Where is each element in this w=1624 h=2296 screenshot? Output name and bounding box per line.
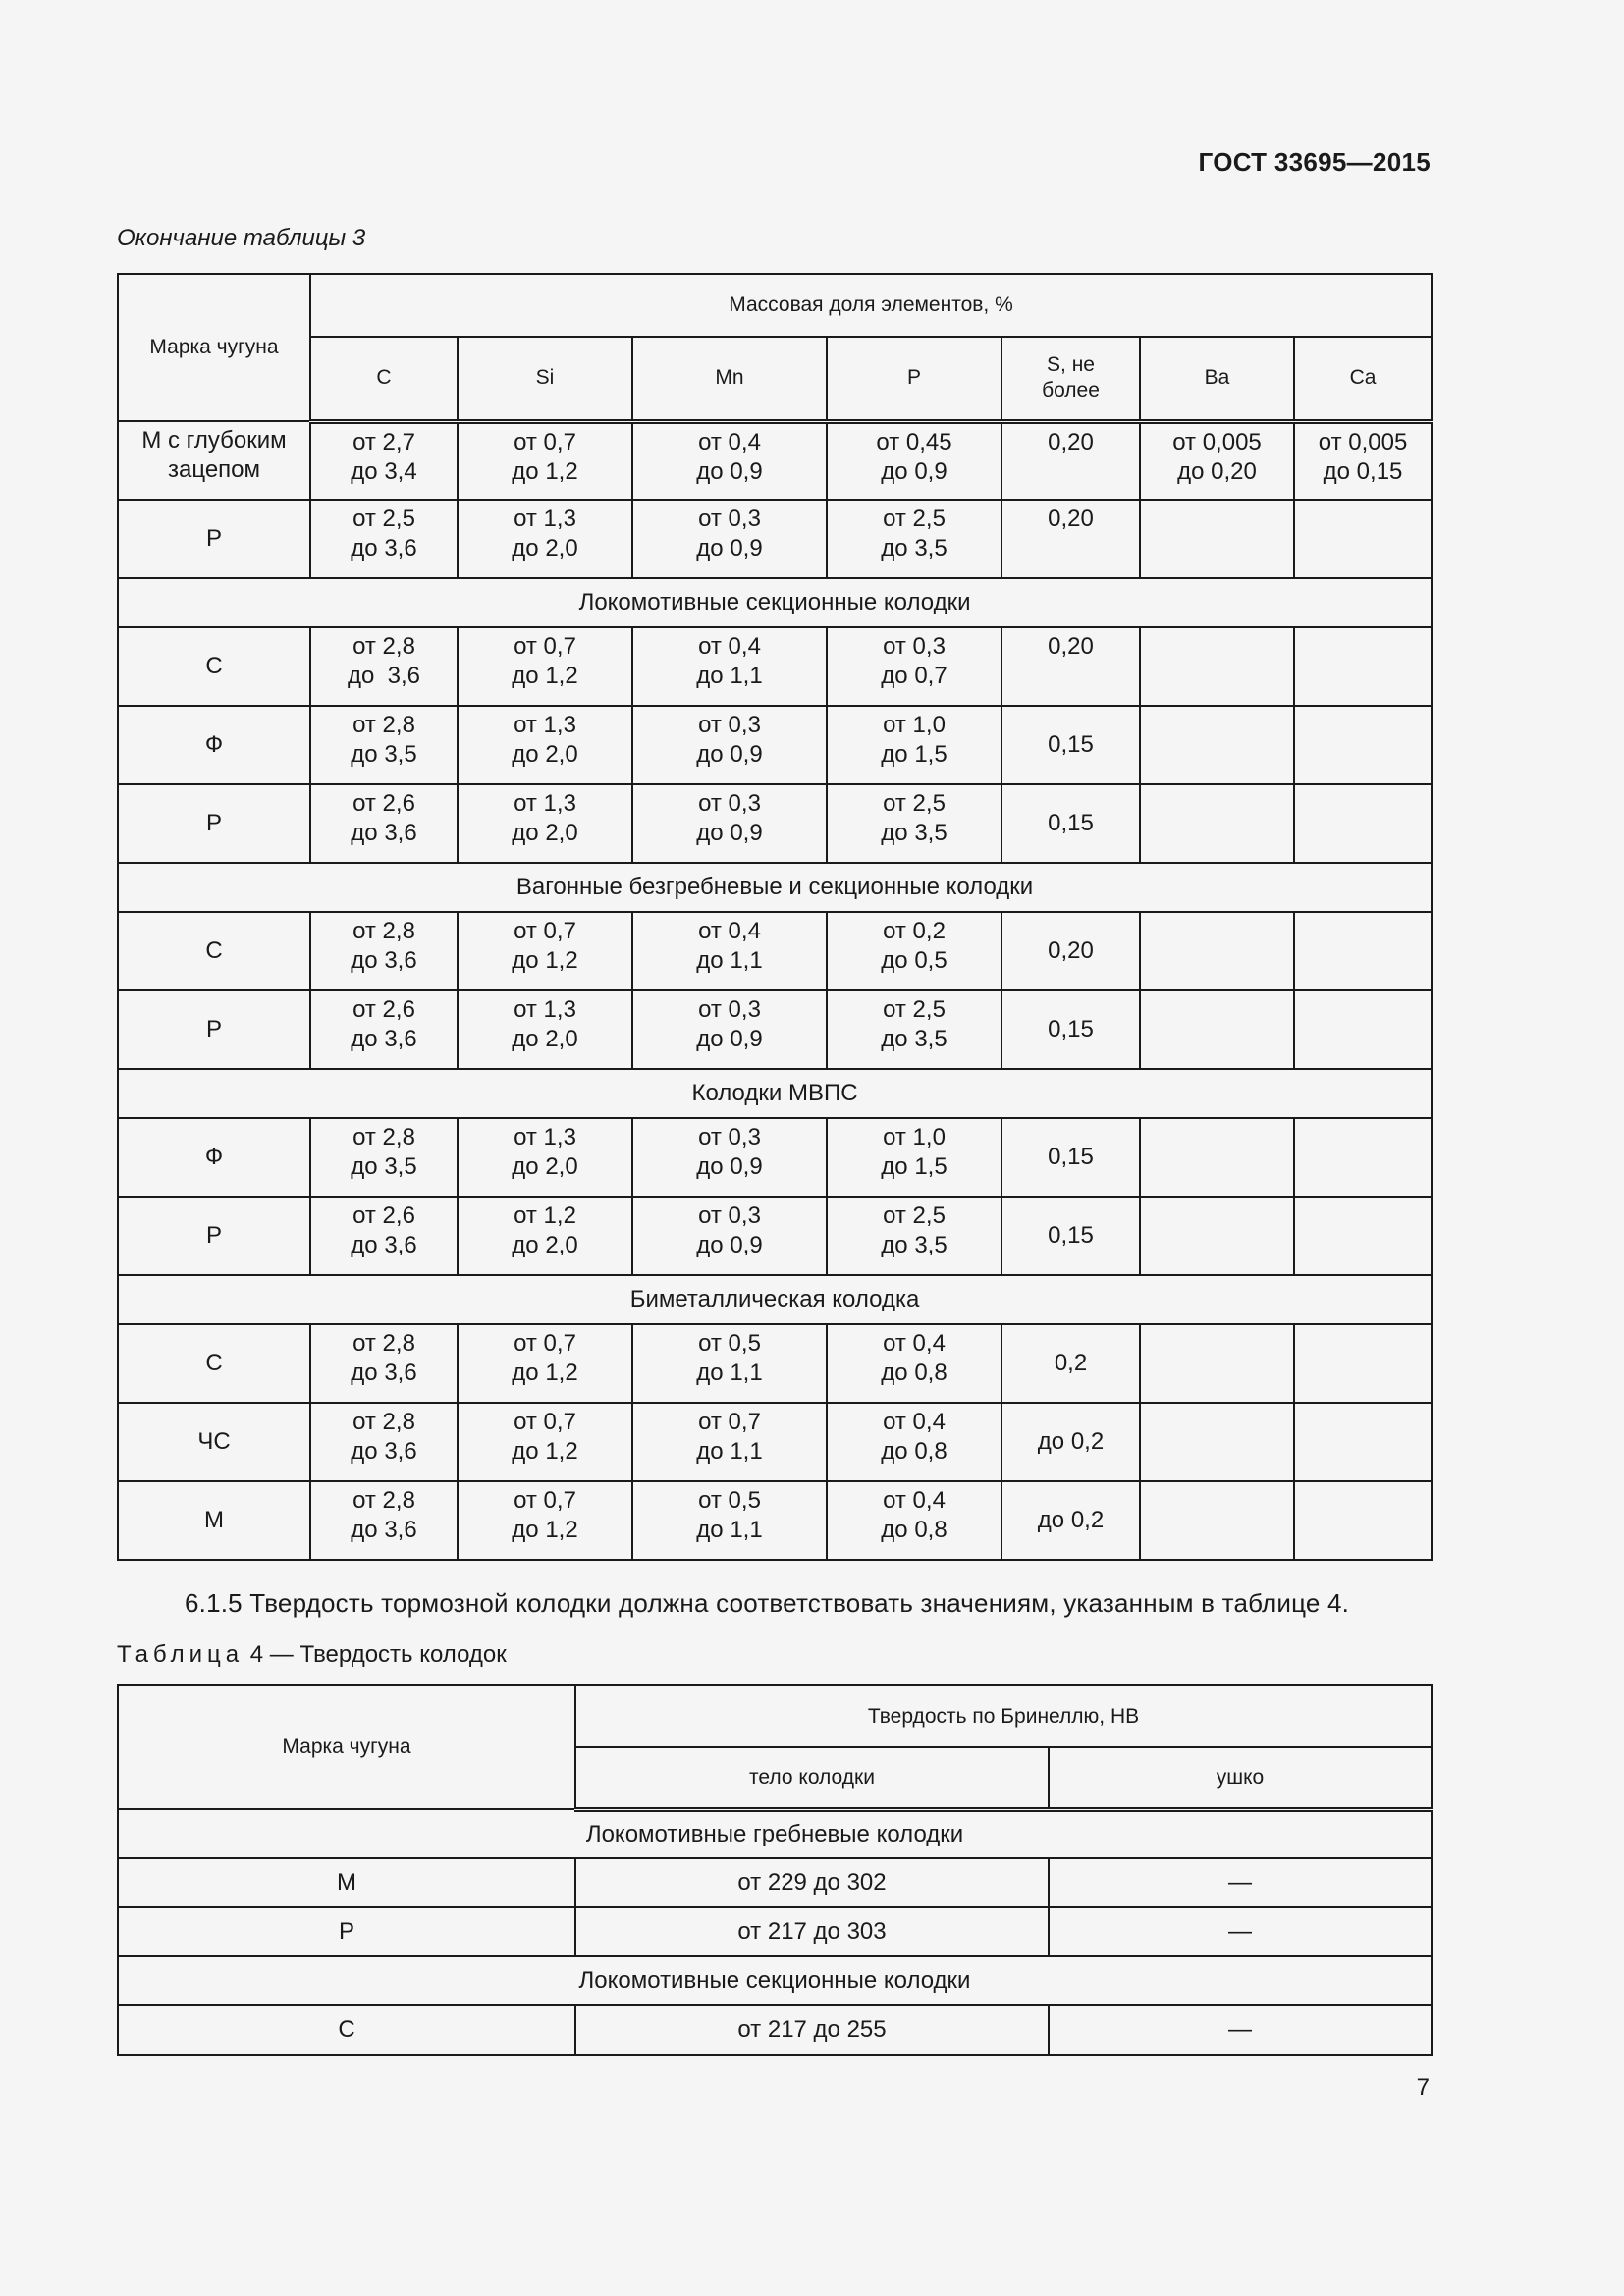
value-cell — [1001, 1403, 1140, 1481]
value-to: до 1,2 — [512, 457, 578, 485]
value-cell — [458, 912, 632, 990]
value-cell — [1140, 500, 1294, 578]
grade-cell: М — [118, 1858, 575, 1907]
value-from: от 0,4 — [883, 1330, 946, 1357]
grade-cell: М с глубоким зацепом — [118, 421, 310, 500]
section-row — [118, 1275, 1432, 1324]
value-cell — [1140, 627, 1294, 706]
table-row — [118, 627, 1432, 706]
value-from: от 0,4 — [698, 428, 761, 455]
value-from: от 2,5 — [883, 996, 946, 1023]
header-col-s: S, не более — [1001, 337, 1140, 421]
value-from: от 1,3 — [514, 996, 576, 1023]
value-from: от 1,3 — [514, 506, 576, 532]
grade-cell: М — [118, 1481, 310, 1560]
value-cell — [458, 421, 632, 500]
header-col-p: P — [827, 337, 1001, 421]
table-row — [118, 990, 1432, 1069]
value-cell — [827, 1118, 1001, 1197]
value-from: от 1,3 — [514, 790, 576, 817]
value-from: от 1,2 — [514, 1202, 576, 1229]
value-from: от 0,3 — [698, 1202, 761, 1229]
value-cell — [827, 1481, 1001, 1560]
value-cell — [1294, 912, 1432, 990]
value-cell — [827, 784, 1001, 863]
value-cell — [827, 1324, 1001, 1403]
value-to: до 0,15 — [1323, 457, 1403, 485]
value-cell — [1140, 990, 1294, 1069]
value-cell — [1294, 1403, 1432, 1481]
value-cell — [458, 784, 632, 863]
value-to: до 3,4 — [351, 457, 417, 485]
header-col-mn: Mn — [632, 337, 827, 421]
value-cell — [827, 1197, 1001, 1275]
value-from: 0,15 — [1048, 731, 1094, 758]
value-cell — [458, 1324, 632, 1403]
value-to: до 0,8 — [881, 1360, 947, 1386]
value-from: от 0,4 — [883, 1487, 946, 1514]
value-from: от 1,0 — [883, 712, 946, 738]
table4-caption-text: 4 — Твердость колодок — [244, 1641, 507, 1668]
value-to: до 3,6 — [351, 535, 417, 561]
section-title: Локомотивные секционные колодки — [118, 578, 1432, 627]
table-row — [118, 1197, 1432, 1275]
table-row — [118, 500, 1432, 578]
value-from: от 0,7 — [514, 1409, 576, 1435]
table-row — [118, 1324, 1432, 1403]
value-cell — [310, 1481, 458, 1560]
lug-hardness-cell: — — [1049, 1907, 1432, 1956]
value-to: до 2,0 — [512, 1232, 578, 1258]
value-from: от 0,7 — [514, 918, 576, 944]
value-cell — [310, 706, 458, 784]
value-to: до 3,6 — [351, 1360, 417, 1386]
value-cell — [827, 421, 1001, 500]
value-from: от 0,7 — [514, 428, 576, 455]
value-from: до 0,2 — [1037, 1428, 1105, 1455]
header-col-ca: Ca — [1294, 337, 1432, 421]
value-to: до 3,5 — [881, 820, 947, 846]
grade-cell: С — [118, 1324, 310, 1403]
value-from: от 0,3 — [883, 633, 946, 660]
value-to: до 0,9 — [696, 457, 763, 485]
value-cell — [1294, 706, 1432, 784]
value-cell — [1140, 1197, 1294, 1275]
value-to: до 3,5 — [351, 741, 417, 768]
header-col-c: C — [310, 337, 458, 421]
value-cell — [827, 990, 1001, 1069]
grade-cell: Р — [118, 500, 310, 578]
value-to: до 3,6 — [351, 1438, 417, 1465]
grade-cell: Р — [118, 784, 310, 863]
value-to: до 1,1 — [696, 1438, 763, 1465]
value-to: до 0,8 — [881, 1517, 947, 1543]
value-from: от 0,7 — [514, 1330, 576, 1357]
value-from: от 0,2 — [883, 918, 946, 944]
section-title: Биметаллическая колодка — [118, 1275, 1432, 1324]
value-cell — [1001, 706, 1140, 784]
value-from: от 2,5 — [883, 1202, 946, 1229]
value-cell — [1294, 990, 1432, 1069]
grade-cell: С — [118, 2005, 575, 2055]
value-from: 0,15 — [1048, 810, 1094, 836]
value-from: от 1,3 — [514, 1124, 576, 1150]
value-to: до 1,5 — [881, 1153, 947, 1180]
value-to: до 2,0 — [512, 820, 578, 846]
value-from: от 2,6 — [352, 1202, 415, 1229]
value-to: до 3,6 — [351, 1517, 417, 1543]
table-continuation-label: Окончание таблицы 3 — [117, 225, 366, 251]
body-hardness-cell: от 217 до 255 — [575, 2005, 1049, 2055]
value-from: от 2,8 — [352, 1487, 415, 1514]
header-col-lug: ушко — [1049, 1747, 1432, 1809]
grade-cell: С — [118, 912, 310, 990]
value-cell — [1001, 784, 1140, 863]
section-row — [118, 1809, 1432, 1858]
value-to: до 0,9 — [881, 457, 947, 485]
value-cell — [827, 706, 1001, 784]
section-row — [118, 1069, 1432, 1118]
value-from: до 0,2 — [1037, 1507, 1105, 1533]
table-row — [118, 1118, 1432, 1197]
value-cell — [632, 1118, 827, 1197]
value-cell — [1294, 421, 1432, 500]
value-cell — [632, 421, 827, 500]
grade-cell: Р — [118, 1197, 310, 1275]
value-cell — [458, 1403, 632, 1481]
value-to: до 0,9 — [696, 535, 763, 561]
value-to: до 1,2 — [512, 1360, 578, 1386]
value-cell — [1001, 990, 1140, 1069]
value-to: до 1,2 — [512, 1438, 578, 1465]
value-cell — [632, 500, 827, 578]
value-from: от 0,3 — [698, 996, 761, 1023]
value-to: до 2,0 — [512, 535, 578, 561]
value-from: от 1,3 — [514, 712, 576, 738]
value-cell — [1294, 784, 1432, 863]
value-from: от 0,5 — [698, 1330, 761, 1357]
table-row — [118, 706, 1432, 784]
value-cell — [1140, 784, 1294, 863]
value-to: до 3,5 — [881, 1026, 947, 1052]
grade-cell: С — [118, 627, 310, 706]
value-to: до 1,1 — [696, 1360, 763, 1386]
value-cell — [827, 912, 1001, 990]
value-from: от 0,4 — [698, 918, 761, 944]
value-cell — [310, 1324, 458, 1403]
value-to: до 0,5 — [881, 947, 947, 974]
section-row — [118, 578, 1432, 627]
value-to: до 0,7 — [881, 663, 947, 689]
value-cell — [458, 990, 632, 1069]
body-hardness-cell: от 217 до 303 — [575, 1907, 1049, 1956]
grade-cell: Р — [118, 1907, 575, 1956]
value-to: до 2,0 — [512, 741, 578, 768]
table-row — [118, 1481, 1432, 1560]
value-from: 0,20 — [1048, 428, 1094, 455]
value-from: от 0,005 — [1172, 428, 1262, 455]
table-row — [118, 912, 1432, 990]
value-cell — [1001, 627, 1140, 706]
value-from: от 2,8 — [352, 1124, 415, 1150]
body-hardness-cell: от 229 до 302 — [575, 1858, 1049, 1907]
value-cell — [632, 990, 827, 1069]
document-code: ГОСТ 33695—2015 — [1198, 147, 1431, 177]
value-cell — [827, 1403, 1001, 1481]
value-from: от 2,8 — [352, 1330, 415, 1357]
value-cell — [1001, 1197, 1140, 1275]
value-cell — [458, 1481, 632, 1560]
value-from: от 2,8 — [352, 1409, 415, 1435]
value-cell — [1001, 1118, 1140, 1197]
table-hardness — [117, 1684, 1433, 2056]
value-from: от 0,005 — [1318, 428, 1408, 455]
value-from: от 2,6 — [352, 996, 415, 1023]
table4-caption — [117, 1641, 507, 1669]
section-row — [118, 863, 1432, 912]
value-to: до 3,6 — [351, 820, 417, 846]
value-from: от 2,8 — [352, 918, 415, 944]
value-cell — [1001, 500, 1140, 578]
value-to: до 1,2 — [512, 947, 578, 974]
value-cell — [1294, 500, 1432, 578]
value-to: до 2,0 — [512, 1153, 578, 1180]
value-cell — [1294, 1118, 1432, 1197]
value-cell — [1294, 1481, 1432, 1560]
header-grade: Марка чугуна — [118, 1685, 575, 1809]
header-grade: Марка чугуна — [118, 274, 310, 421]
value-cell — [1140, 912, 1294, 990]
header-col-body: тело колодки — [575, 1747, 1049, 1809]
value-to: до 0,8 — [881, 1438, 947, 1465]
value-from: 0,20 — [1048, 937, 1094, 964]
value-cell — [310, 784, 458, 863]
section-title: Колодки МВПС — [118, 1069, 1432, 1118]
value-from: от 2,6 — [352, 790, 415, 817]
value-cell — [1001, 1481, 1140, 1560]
value-cell — [458, 627, 632, 706]
value-from: от 0,3 — [698, 1124, 761, 1150]
value-cell — [632, 1481, 827, 1560]
value-cell — [1001, 1324, 1140, 1403]
value-cell — [310, 912, 458, 990]
value-to: до 1,5 — [881, 741, 947, 768]
value-to: до 3,6 — [351, 1026, 417, 1052]
value-cell — [310, 421, 458, 500]
value-to: до 3,5 — [881, 535, 947, 561]
value-from: от 0,3 — [698, 790, 761, 817]
value-cell — [310, 1118, 458, 1197]
value-cell — [1294, 627, 1432, 706]
value-from: от 2,5 — [883, 506, 946, 532]
value-to: до 3,6 — [351, 1232, 417, 1258]
value-from: от 0,45 — [876, 428, 952, 455]
grade-cell: Ф — [118, 706, 310, 784]
value-from: от 2,8 — [352, 712, 415, 738]
value-to: до 0,9 — [696, 1232, 763, 1258]
value-to: до 3,5 — [881, 1232, 947, 1258]
value-to: до 1,2 — [512, 663, 578, 689]
value-cell — [1140, 421, 1294, 500]
value-to: до 1,1 — [696, 947, 763, 974]
value-cell — [632, 1197, 827, 1275]
value-from: от 0,4 — [698, 633, 761, 660]
lug-hardness-cell: — — [1049, 2005, 1432, 2055]
value-to: до 3,6 — [351, 947, 417, 974]
value-from: от 1,0 — [883, 1124, 946, 1150]
value-cell — [632, 784, 827, 863]
lug-hardness-cell: — — [1049, 1858, 1432, 1907]
value-cell — [632, 706, 827, 784]
value-from: от 2,8 — [352, 633, 415, 660]
page-number: 7 — [1416, 2074, 1430, 2101]
value-cell — [310, 1197, 458, 1275]
value-cell — [458, 500, 632, 578]
grade-cell: Ф — [118, 1118, 310, 1197]
value-from: от 0,7 — [698, 1409, 761, 1435]
header-col-ba: Ba — [1140, 337, 1294, 421]
value-to: до 1,2 — [512, 1517, 578, 1543]
table-row — [118, 1858, 1432, 1907]
value-cell — [310, 990, 458, 1069]
value-from: от 0,7 — [514, 1487, 576, 1514]
value-cell — [1001, 912, 1140, 990]
value-from: от 0,3 — [698, 506, 761, 532]
value-from: от 0,4 — [883, 1409, 946, 1435]
value-to: до 0,9 — [696, 1026, 763, 1052]
value-cell — [827, 500, 1001, 578]
value-from: от 0,7 — [514, 633, 576, 660]
value-to: до 2,0 — [512, 1026, 578, 1052]
value-from: от 2,5 — [883, 790, 946, 817]
table-row — [118, 784, 1432, 863]
value-from: 0,15 — [1048, 1016, 1094, 1042]
value-cell — [1294, 1324, 1432, 1403]
grade-cell: Р — [118, 990, 310, 1069]
value-cell — [310, 627, 458, 706]
table-row — [118, 1907, 1432, 1956]
value-to: до 1,1 — [696, 1517, 763, 1543]
header-col-si: Si — [458, 337, 632, 421]
grade-cell: ЧС — [118, 1403, 310, 1481]
value-to: до 3,6 — [347, 663, 421, 689]
value-cell — [632, 1403, 827, 1481]
value-from: 0,20 — [1048, 633, 1094, 660]
value-to: до 0,9 — [696, 820, 763, 846]
table-chemical-composition — [117, 273, 1433, 1561]
value-from: 0,15 — [1048, 1144, 1094, 1170]
value-cell — [1294, 1197, 1432, 1275]
value-from: от 0,5 — [698, 1487, 761, 1514]
value-cell — [1140, 1481, 1294, 1560]
paragraph-6-1-5: 6.1.5 Твердость тормозной колодки должна соответствовать значениям, указанным в таблице 4. — [185, 1588, 1350, 1618]
value-cell — [458, 1118, 632, 1197]
table-row — [118, 1403, 1432, 1481]
section-title: Локомотивные секционные колодки — [118, 1956, 1432, 2005]
section-title: Вагонные безгребневые и секционные колодки — [118, 863, 1432, 912]
value-cell — [458, 1197, 632, 1275]
value-from: от 2,5 — [352, 506, 415, 532]
value-from: 0,20 — [1048, 506, 1094, 532]
table-row — [118, 421, 1432, 500]
header-brinell-hardness: Твердость по Бринеллю, НВ — [575, 1685, 1432, 1747]
section-title: Локомотивные гребневые колодки — [118, 1809, 1432, 1858]
value-cell — [632, 1324, 827, 1403]
value-cell — [1001, 421, 1140, 500]
value-cell — [310, 1403, 458, 1481]
value-cell — [1140, 1118, 1294, 1197]
value-cell — [1140, 1324, 1294, 1403]
value-from: от 2,7 — [352, 428, 415, 455]
value-to: до 0,9 — [696, 741, 763, 768]
value-to: до 1,1 — [696, 663, 763, 689]
value-cell — [827, 627, 1001, 706]
value-cell — [1140, 1403, 1294, 1481]
value-cell — [310, 500, 458, 578]
value-to: до 0,9 — [696, 1153, 763, 1180]
table4-caption-word: Таблица — [117, 1641, 244, 1668]
value-from: 0,15 — [1048, 1222, 1094, 1249]
value-cell — [458, 706, 632, 784]
value-cell — [632, 912, 827, 990]
header-mass-fraction: Массовая доля элементов, % — [310, 274, 1432, 337]
value-to: до 3,5 — [351, 1153, 417, 1180]
value-from: от 0,3 — [698, 712, 761, 738]
section-row — [118, 1956, 1432, 2005]
value-cell — [632, 627, 827, 706]
value-cell — [1140, 706, 1294, 784]
value-from: 0,2 — [1054, 1350, 1088, 1376]
table-row — [118, 2005, 1432, 2055]
value-to: до 0,20 — [1177, 457, 1257, 485]
